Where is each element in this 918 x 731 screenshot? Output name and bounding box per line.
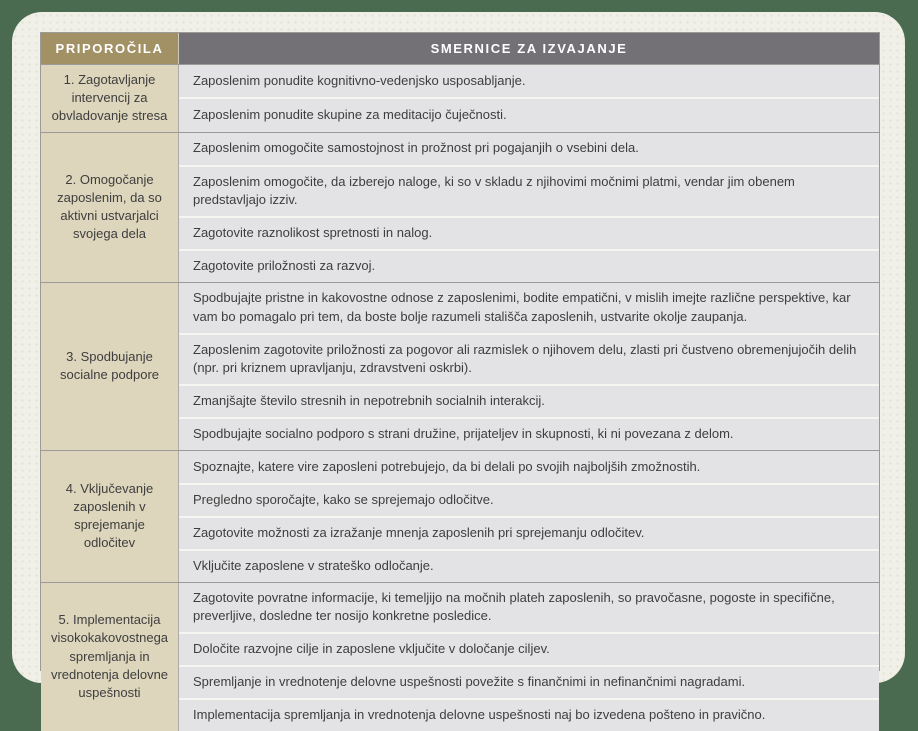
guideline-row: [179, 451, 879, 483]
column-header-priporocila: PRIPOROČILA: [41, 33, 179, 64]
recommendations-table: [40, 32, 880, 722]
recommendation-label: 5. Implementacija visokokakovostnega spremljanja in vrednotenja delovne uspešnosti: [50, 612, 169, 700]
recommendation-cell: [41, 283, 179, 450]
guideline-row: [179, 516, 879, 549]
guideline-text: Zagotovite povratne informacije, ki temeljijo na močnih plateh zaposlenih, so pravočasne, pogoste in specifične, preverljive, dosledne ter nosijo konkretne posledice.: [193, 589, 835, 624]
guideline-row: [179, 665, 879, 698]
guideline-row: [179, 417, 879, 450]
table-header-row: [41, 33, 879, 64]
guideline-rows: [179, 133, 879, 282]
recommendation-cell: [41, 451, 179, 582]
guideline-row: [179, 583, 879, 633]
guideline-text: Zaposlenim omogočite, da izberejo naloge, ki so v skladu z njihovimi močnimi platmi, vendar jim obenem predstavljajo izziv.: [193, 173, 795, 208]
table-body: [41, 64, 879, 731]
guideline-rows: [179, 283, 879, 450]
recommendation-group: [41, 450, 879, 582]
recommendation-label: 4. Vključevanje zaposlenih v sprejemanje odločitev: [65, 480, 154, 551]
content-card: [12, 12, 905, 722]
guideline-row: [179, 483, 879, 516]
recommendation-group: [41, 64, 879, 132]
column-header-smernice: SMERNICE ZA IZVAJANJE: [179, 33, 879, 64]
guideline-rows: [179, 451, 879, 582]
guideline-row: [179, 165, 879, 217]
recommendation-cell: [41, 65, 179, 132]
recommendation-label: 3. Spodbujanje socialne podpore: [59, 349, 160, 383]
guideline-rows: [179, 65, 879, 132]
guideline-text: Pregledno sporočajte, kako se sprejemajo odločitve.: [193, 492, 494, 507]
guideline-text: Zaposlenim ponudite skupine za meditacijo čuječnosti.: [193, 107, 507, 122]
recommendation-label: 2. Omogočanje zaposlenim, da so aktivni ustvarjalci svojega dela: [57, 171, 162, 242]
guideline-row: [179, 632, 879, 665]
guideline-row: [179, 97, 879, 131]
guideline-text: Zagotovite raznolikost spretnosti in nalog.: [193, 225, 433, 241]
recommendation-group: [41, 132, 879, 282]
guideline-text: Spoznajte, katere vire zaposleni potrebujejo, da bi delali po svojih najboljših zmožnostih.: [193, 458, 701, 474]
guideline-text: Zagotovite priložnosti za razvoj.: [193, 258, 376, 274]
recommendation-group: [41, 282, 879, 450]
guideline-rows: [179, 583, 879, 731]
guideline-text: Spodbujajte pristne in kakovostne odnose z zaposlenimi, bodite empatični, v mislih imejte različne perspektive, kar vam bo pomagalo pri tem, da boste bolje razumeli stališča zaposlenih, ustvarite okolje zaupanja.: [193, 289, 851, 324]
guideline-text: Zaposlenim zagotovite priložnosti za pogovor ali razmislek o njihovem delu, zlasti pri čustveno obremenjujočih delih (npr. pri kriznem upravljanju, zdravstveni oskrbi).: [193, 341, 857, 376]
guideline-text: Zmanjšajte število stresnih in nepotrebnih socialnih interakcij.: [193, 393, 545, 409]
guideline-row: [179, 384, 879, 417]
guideline-row: [179, 133, 879, 165]
guideline-text: Vključite zaposlene v strateško odločanje.: [193, 557, 434, 573]
guideline-text: Zaposlenim omogočite samostojnost in prožnost pri pogajanjih o vsebini dela.: [193, 140, 639, 156]
guideline-text: Implementacija spremljanja in vrednotenja delovne uspešnosti naj bo izvedena pošteno in pravično.: [193, 706, 766, 722]
guideline-row: [179, 283, 879, 333]
recommendation-cell: [41, 583, 179, 731]
recommendation-group: [41, 582, 879, 731]
guideline-row: [179, 698, 879, 731]
guideline-row: [179, 216, 879, 249]
recommendation-label: 1. Zagotavljanje intervencij za obvladovanje stresa: [51, 72, 168, 124]
guideline-text: Določite razvojne cilje in zaposlene vključite v določanje ciljev.: [193, 641, 550, 657]
guideline-row: [179, 249, 879, 282]
guideline-text: Spodbujajte socialno podporo s strani družine, prijateljev in skupnosti, ki ni povezana z delom.: [193, 426, 734, 442]
guideline-row: [179, 549, 879, 582]
guideline-text: Zaposlenim ponudite kognitivno-vedenjsko usposabljanje.: [193, 72, 526, 88]
recommendation-cell: [41, 133, 179, 282]
guideline-text: Zagotovite možnosti za izražanje mnenja zaposlenih pri sprejemanju odločitev.: [193, 524, 645, 540]
guideline-row: [179, 65, 879, 97]
guideline-row: [179, 333, 879, 385]
guideline-text: Spremljanje in vrednotenje delovne uspešnosti povežite s finančnimi in nefinančnimi nagradami.: [193, 674, 746, 690]
